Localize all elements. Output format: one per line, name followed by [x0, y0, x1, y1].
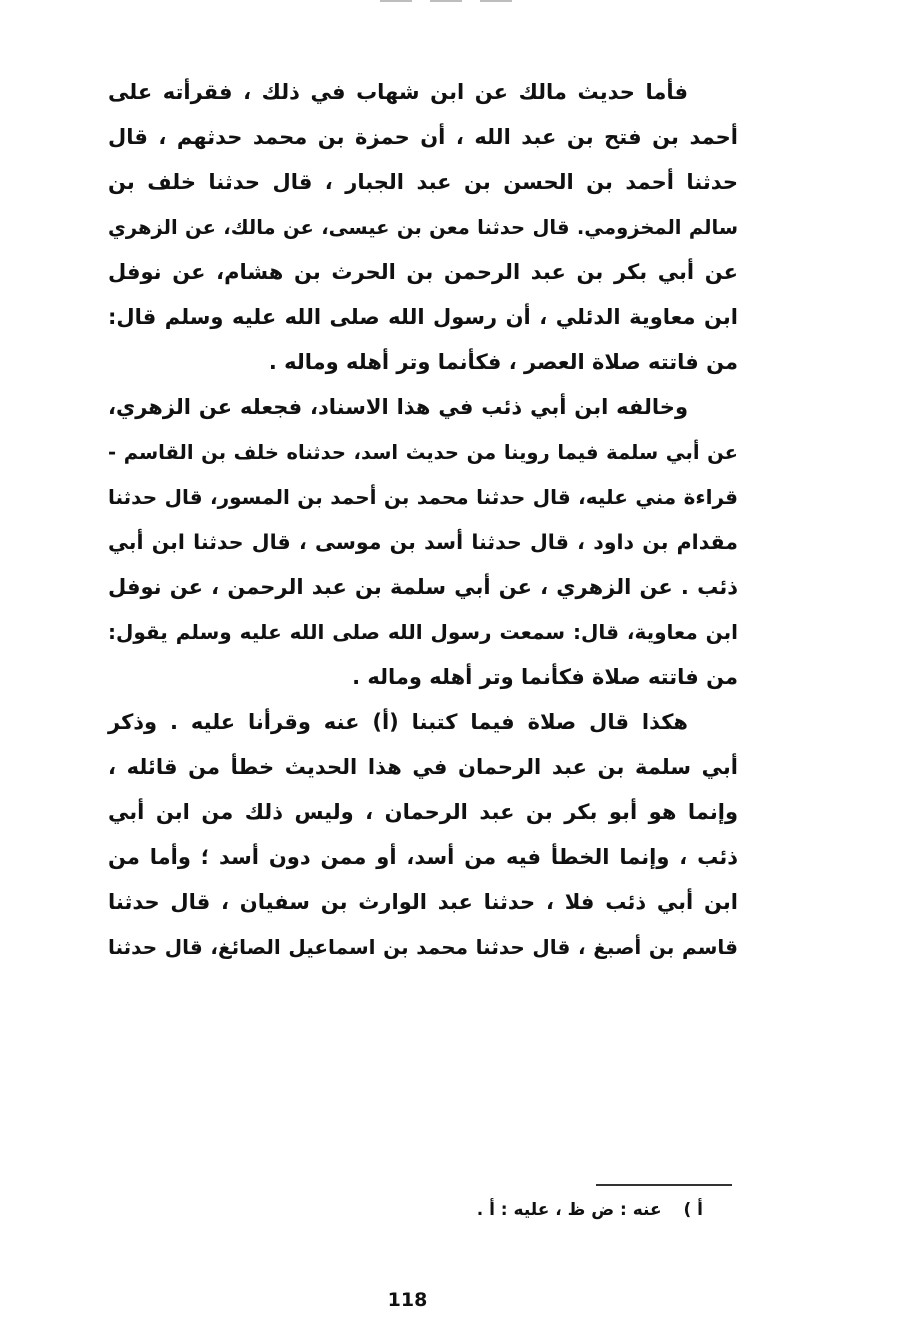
text-line: هكذا قال صلاة فيما كتبنا (أ) عنه وقرأنا عليه . وذكر — [108, 710, 688, 734]
text-line: مقدام بن داود ، قال حدثنا أسد بن موسى ، قال حدثنا ابن أبي — [108, 530, 738, 554]
paragraph-1 — [108, 70, 738, 385]
paragraph-2 — [108, 385, 738, 700]
text-line: فأما حديث مالك عن ابن شهاب في ذلك ، فقرأته على — [108, 80, 688, 104]
text-line: أبي سلمة بن عبد الرحمان في هذا الحديث خطأ من قائله ، — [108, 755, 738, 779]
text-line: عن أبي سلمة فيما روينا من حديث اسد، حدثناه خلف بن القاسم - — [108, 441, 738, 464]
text-line: حدثنا أحمد بن الحسن بن عبد الجبار ، قال حدثنا خلف بن — [108, 170, 738, 194]
text-line: قراءة مني عليه، قال حدثنا محمد بن أحمد بن المسور، قال حدثنا — [108, 485, 738, 509]
text-line: عن أبي بكر بن عبد الرحمن بن الحرث بن هشام، عن نوفل — [108, 260, 738, 284]
footnote-text: عنه : ض ظ ، عليه : أ . — [476, 1200, 662, 1220]
page-number: 118 — [387, 1289, 428, 1311]
text-line: ذئب ، وإنما الخطأ فيه من أسد، أو ممن دون أسد ؛ وأما من — [108, 845, 738, 869]
text-line: سالم المخزومي. قال حدثنا معن بن عيسى، عن مالك، عن الزهري — [108, 216, 738, 239]
text-line: ابن معاوية الدئلي ، أن رسول الله صلى الله عليه وسلم قال: — [108, 305, 738, 329]
text-line: من فاتته صلاة فكأنما وتر أهله وماله . — [352, 665, 738, 689]
text-line: من فاتته صلاة العصر ، فكأنما وتر أهله وماله . — [268, 350, 738, 374]
text-line: ابن أبي ذئب فلا ، حدثنا عبد الوارث بن سفيان ، قال حدثنا — [108, 890, 738, 914]
paragraph-3 — [108, 700, 738, 970]
text-line: ابن معاوية، قال: سمعت رسول الله صلى الله عليه وسلم يقول: — [108, 620, 738, 644]
scan-mark — [430, 0, 462, 2]
scan-mark — [480, 0, 512, 2]
footnote-marker: أ ) — [683, 1200, 703, 1220]
text-line: وخالفه ابن أبي ذئب في هذا الاسناد، فجعله عن الزهري، — [108, 395, 688, 419]
scan-mark — [380, 0, 412, 2]
text-line: قاسم بن أصبغ ، قال حدثنا محمد بن اسماعيل الصائغ، قال حدثنا — [108, 935, 738, 959]
footnote-divider — [596, 1184, 732, 1186]
text-line: ذئب . عن الزهري ، عن أبي سلمة بن عبد الرحمن ، عن نوفل — [108, 575, 738, 599]
top-scan-marks — [380, 0, 530, 6]
footnote — [477, 1195, 703, 1225]
text-line: وإنما هو أبو بكر بن عبد الرحمان ، وليس ذلك من ابن أبي — [108, 800, 738, 824]
text-line: أحمد بن فتح بن عبد الله ، أن حمزة بن محمد حدثهم ، قال — [108, 125, 738, 149]
